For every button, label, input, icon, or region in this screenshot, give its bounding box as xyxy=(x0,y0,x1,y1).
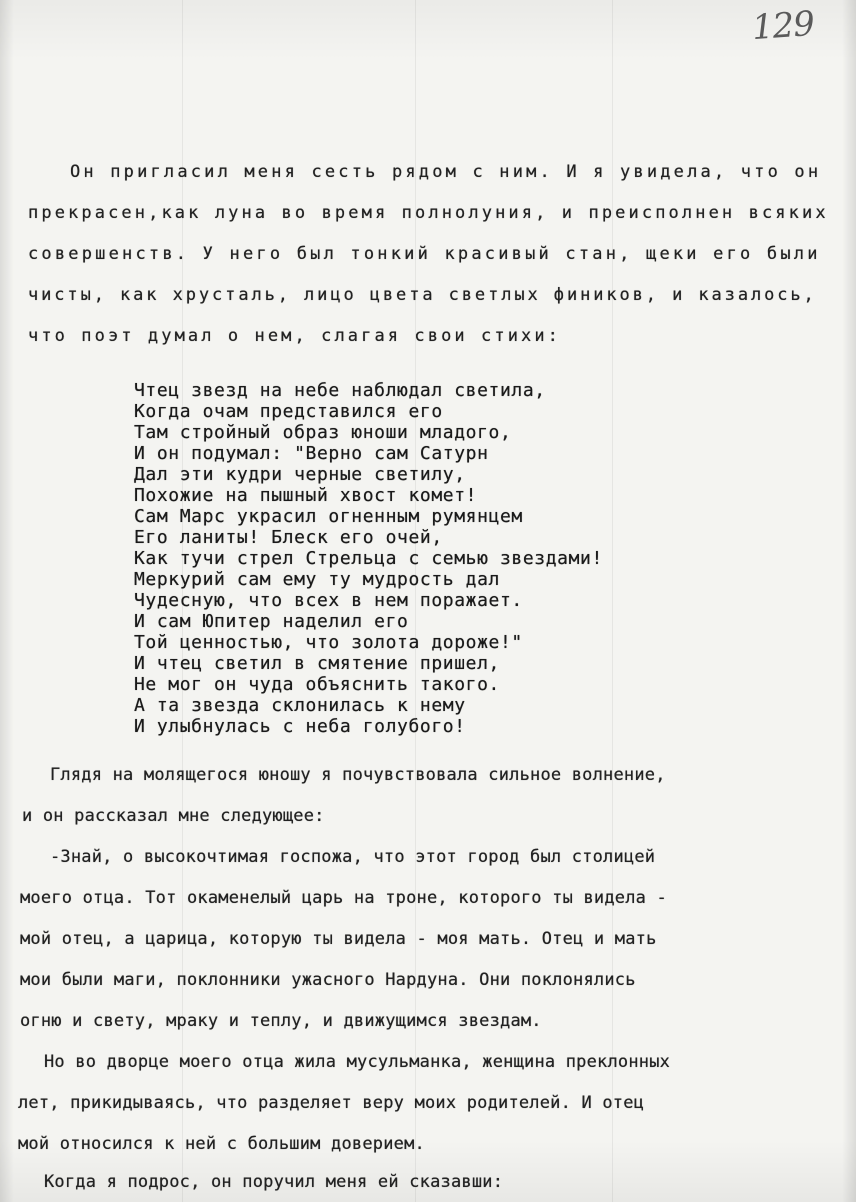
paragraph-4-line-1: Но во дворце моего отца жила мусульманка, женщина преклонных xyxy=(44,1052,671,1072)
paragraph-2-line-2: и он рассказал мне следующее: xyxy=(22,806,325,826)
paragraph-1-line-5: что поэт думал о нем, слагая свои стихи: xyxy=(28,326,561,346)
paragraph-3-line-3: мой отец, а царица, которую ты видела - моя мать. Отец и мать xyxy=(20,929,657,949)
poem-line-16: А та звезда склонилась к нему xyxy=(134,695,466,716)
poem-line-17: И улыбнулась с неба голубого! xyxy=(134,716,466,737)
paragraph-4-line-3: мой относился к ней с большим доверием. xyxy=(18,1134,425,1154)
poem-line-6: Похожие на пышный хвост комет! xyxy=(134,485,478,506)
poem-line-3: Там стройный образ юноши младого, xyxy=(134,422,512,443)
poem-line-11: Чудесную, что всех в нем поражает. xyxy=(134,590,523,611)
poem-line-10: Меркурий сам ему ту мудрость дал xyxy=(134,569,500,590)
poem-line-7: Сам Марс украсил огненным румянцем xyxy=(134,506,523,527)
paragraph-3-line-4: мои были маги, поклонники ужасного Нардуна. Они поклонялись xyxy=(20,970,636,990)
paragraph-1-line-3: совершенств. У него был тонкий красивый стан, щеки его были xyxy=(28,244,821,264)
paragraph-1-line-4: чисты, как хрусталь, лицо цвета светлых фиников, и казалось, xyxy=(28,285,817,305)
poem-line-12: И сам Юпитер наделил его xyxy=(134,611,409,632)
poem-line-1: Чтец звезд на небе наблюдал светила, xyxy=(134,380,546,401)
poem-line-2: Когда очам представился его xyxy=(134,401,443,422)
paragraph-1-line-2: прекрасен,как луна во время полнолуния, и преисполнен всяких xyxy=(28,203,829,223)
poem-line-8: Его ланиты! Блеск его очей, xyxy=(134,527,443,548)
paragraph-3-line-5: огню и свету, мраку и теплу, и движущимся звездам. xyxy=(20,1011,542,1031)
poem-line-13: Той ценностью, что золота дороже!" xyxy=(134,632,523,653)
poem-line-4: И он подумал: "Верно сам Сатурн xyxy=(134,443,489,464)
paragraph-5-line-1: Когда я подрос, он поручил меня ей сказавши: xyxy=(44,1172,504,1192)
paragraph-3-line-1: -Знай, о высокочтимая госпожа, что этот город был столицей xyxy=(50,847,656,867)
poem-line-14: И чтец светил в смятение пришел, xyxy=(134,653,500,674)
paragraph-4-line-2: лет, прикидываясь, что разделяет веру моих родителей. И отец xyxy=(18,1093,645,1113)
poem-line-9: Как тучи стрел Стрельца с семью звездами! xyxy=(134,548,603,569)
paragraph-1-line-1: Он пригласил меня сесть рядом с ним. И я увидела, что он xyxy=(70,162,822,182)
paragraph-2-line-1: Глядя на молящегося юношу я почувствовала сильное волнение, xyxy=(50,765,666,785)
paragraph-3-line-2: моего отца. Тот окаменелый царь на троне, которого ты видела - xyxy=(20,888,667,908)
poem-line-5: Дал эти кудри черные светилу, xyxy=(134,464,466,485)
poem-line-15: Не мог он чуда объяснить такого. xyxy=(134,674,500,695)
handwritten-page-number: 129 xyxy=(750,3,816,49)
